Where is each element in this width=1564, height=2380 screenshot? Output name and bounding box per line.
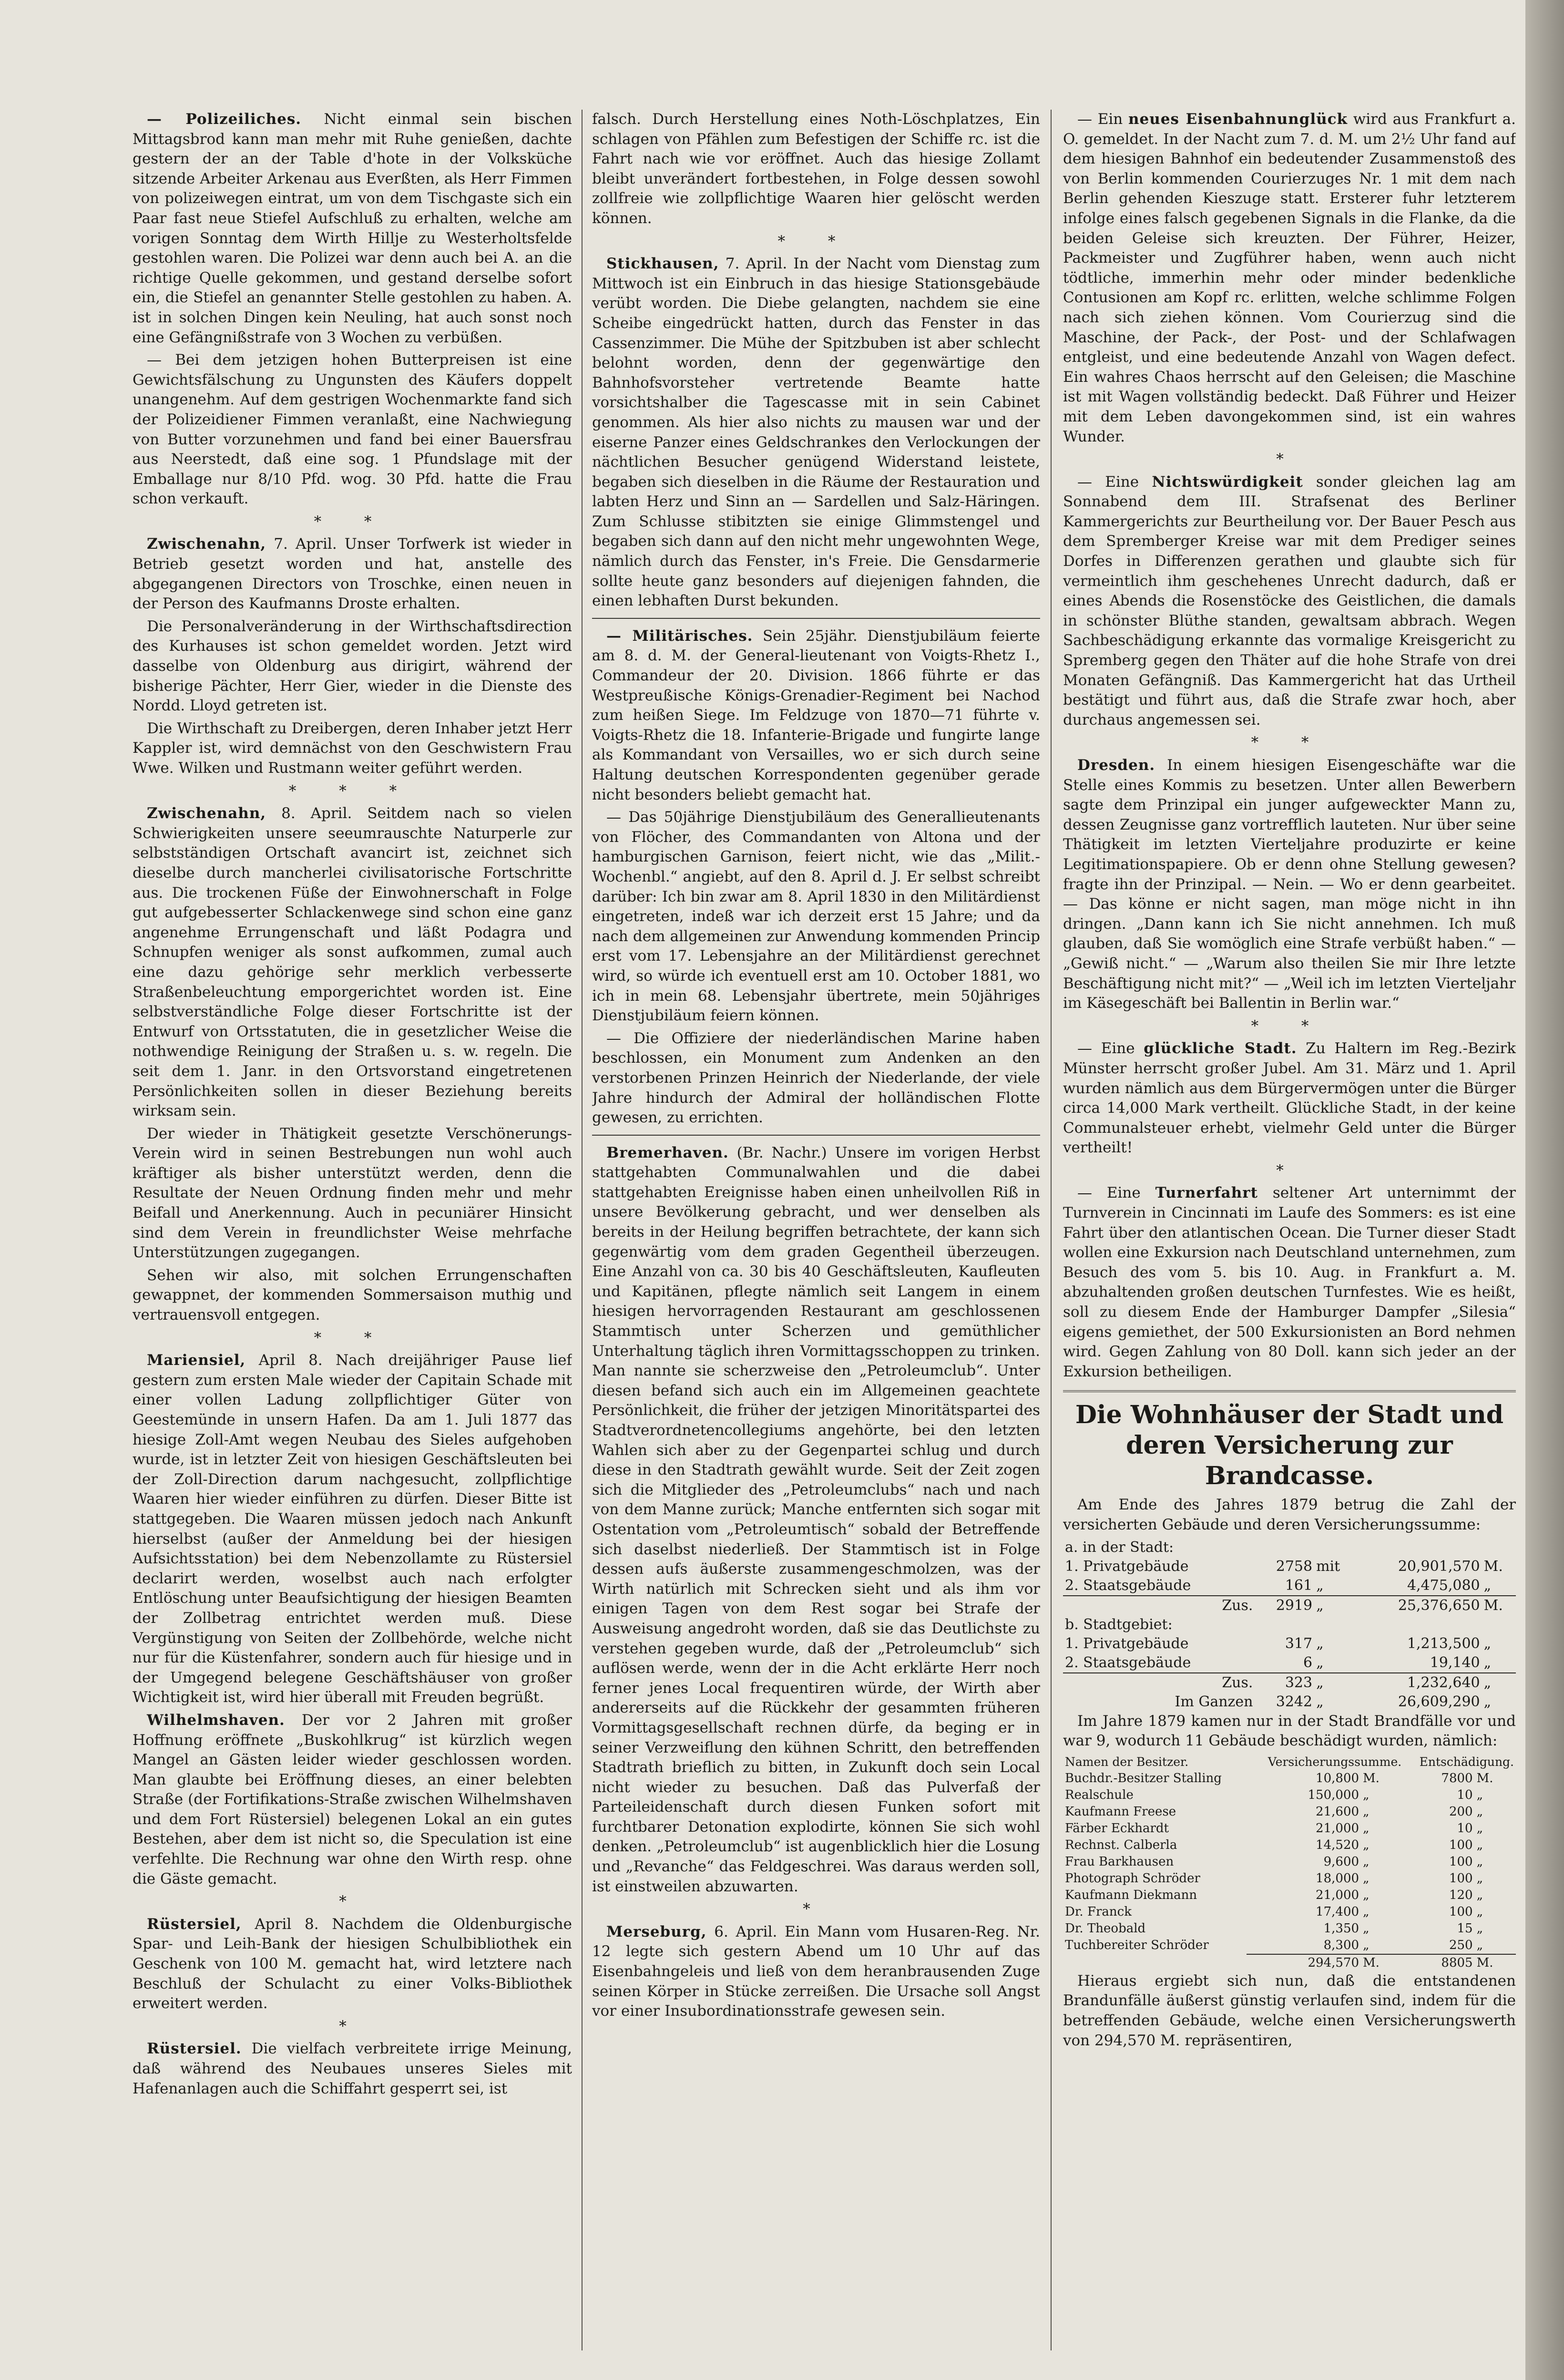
table-row: 2. Staatsgebäude 6 „ 19,140 „ [1065, 1654, 1492, 1671]
article-paragraph: Die Personalveränderung in der Wirthschaftsdirection des Kurhauses ist schon gemeldet worden. Jetzt wird dasselbe von Oldenburg aus dirigirt, während der bisherige Pächter, Herr Gier, wieder in die Dienste des Nordd. Lloyd getreten ist. [133, 617, 572, 715]
article-paragraph: — Bei dem jetzigen hohen Butterpreisen ist eine Gewichtsfälschung zu Ungunsten des Käufers doppelt unangenehm. Auf dem gestrigen Wochenmarkte fand sich der Polizeidiener Fimmen veranlaßt, eine Nachwiegung von Butter vorzunehmen und fand bei einer Bauersfrau aus Neerstedt, daß eine sog. 1 Pfundslage mit der Emballage nur 8/10 Pfd. wog. 30 Pfd. hatte die Frau schon verkauft. [133, 351, 572, 508]
article-paragraph: Die Wirthschaft zu Dreibergen, deren Inhaber jetzt Herr Kappler ist, wird demnächst von den Geschwistern Frau Wwe. Wilken und Rustmann weiter geführt werden. [133, 719, 572, 777]
table-row: Zus. 2919 „ 25,376,650 M. [1063, 1596, 1516, 1615]
article-headline: Die Wohnhäuser der Stadt und deren Versicherung zur Brandcasse. [1075, 1400, 1504, 1491]
star-separator: * [1276, 451, 1303, 468]
article-glueckliche-stadt: — Eine glückliche Stadt. Zu Haltern im Reg.-Bezirk Münster herrscht großer Jubel. Am 31. März und 1. April wurden nämlich aus dem Bürgervermögen unter die Bürger circa 14,000 Mark vertheilt. Glückliche Stadt, in der keine Communalsteuer erhebt, vielmehr Geld unter die Bürger vertheilt! [1063, 1040, 1516, 1157]
page-edge [1525, 0, 1564, 2380]
table-row: 2. Staatsgebäude 161 „ 4,475,080 „ [1065, 1577, 1492, 1594]
star-separator: * [339, 2017, 366, 2035]
article-dresden: Dresden. In einem hiesigen Eisengeschäfte war die Stelle eines Kommis zu besetzen. Unter allen Bewerbern sagte dem Prinzipal ein junger aufgeweckter Mann zu, dessen Zeugnisse ganz vortrefflich lauteten. Nur über seine Thätigkeit im letzten Vierteljahre produzirte er keine Legitimationspapiere. Ob er denn ohne Stellung gewesen? fragte ihn der Prinzipal. — Nein. — Wo er denn gearbeitet. — Das könne er nicht sagen, man möge nicht in ihn dringen. „Dann kann ich Sie nicht annehmen. Ich muß glauben, daß Sie womöglich eine Strafe verbüßt haben.“ — „Gewiß nicht.“ — „Warum also theilen Sie mir Ihre letzte Beschäftigung nicht mit?“ — „Weil ich im letzten Vierteljahr im Käsegeschäft bei Ballentin in Berlin war.“ [1063, 757, 1516, 1012]
star-separator: * [1276, 1161, 1303, 1179]
column-1 [133, 110, 572, 2360]
star-separator: * * [314, 1329, 391, 1346]
star-separator: * * [314, 513, 391, 530]
article-paragraph: — Das 50jährige Dienstjubiläum des Generallieutenants von Flöcher, des Commandanten von Altona und der hamburgischen Garnison, feiert nicht, wie das „Milit.-Wochenbl.“ angiebt, auf den 8. April d. J. Er selbst schreibt darüber: Ich bin zwar am 8. April 1830 in den Militärdienst eingetreten, indeß war ich derzeit erst 15 Jahre; und da nach dem allgemeinen zur Anwendung kommenden Princip erst vom 17. Lebensjahre an der Militärdienst gerechnet wird, so würde ich eventuell erst am 10. October 1881, wo ich in mein 68. Lebensjahr übertrete, mein 50jähriges Dienstjubiläum feiern können. [592, 809, 1040, 1025]
table-row: Kaufmann Diekmann 21,000 „ 120 „ [1065, 1888, 1483, 1902]
table-row: Dr. Franck 17,400 „ 100 „ [1065, 1904, 1483, 1919]
table-row: Im Ganzen 3242 „ 26,609,290 „ [1175, 1693, 1492, 1710]
table-row: Tuchbereiter Schröder 8,300 „ 250 „ [1065, 1938, 1483, 1953]
fire-damage-table [1063, 1754, 1516, 1971]
column-2 [592, 110, 1040, 2360]
table-row: b. Stadtgebiet: [1065, 1616, 1173, 1633]
table-row: 1. Privatgebäude 2758 mit 20,901,570 M. [1065, 1558, 1503, 1575]
star-separator: * [803, 1900, 829, 1918]
article-nichtswuerdigkeit: — Eine Nichtswürdigkeit sonder gleichen lag am Sonnabend dem III. Strafsenat des Berliner Kammergerichts zur Beurtheilung vor. Der Bauer Pesch aus dem Spremberger Kreise war mit dem Prediger seines Dorfes in Differenzen gerathen und glaubte sich für vermeintlich ihm geschehenes Unrecht dadurch, daß er eines Abends die Rosenstöcke des Geistlichen, die damals in schönster Blüthe standen, gewaltsam abbrach. Wegen Sachbeschädigung erkannte das vormalige Kreisgericht zu Spremberg gegen den Thäter auf die hohe Strafe von drei Monaten Gefängniß. Das Kammergericht hat das Urtheil bestätigt und führt aus, daß die Strafe zwar hoch, aber durchaus angemessen sei. [1063, 473, 1516, 728]
table-row: Kaufmann Freese 21,600 „ 200 „ [1065, 1804, 1483, 1819]
article-paragraph: Hieraus ergiebt sich nun, daß die entstandenen Brandunfälle äußerst günstig verlaufen sind, indem für die betreffenden Gebäude, welche einen Versicherungswerth von 294,570 M. repräsentiren, [1063, 1972, 1516, 2049]
article-paragraph: Am Ende des Jahres 1879 betrug die Zahl der versicherten Gebäude und deren Versicherungssumme: [1063, 1496, 1516, 1533]
article-bremerhaven: Bremerhaven. (Br. Nachr.) Unsere im vorigen Herbst stattgehabten Communalwahlen und die dabei stattgehabten Ereignisse haben einen unheilvollen Riß in unsere Bevölkerung gebracht, und wer denselben als bereits in der Heilung begriffen betrachtete, der kann sich gegenwärtig vom dem graden Gegentheil überzeugen. Eine Anzahl von ca. 30 bis 40 Geschäftsleuten, Kaufleuten und Kapitänen, pflegte nämlich seit Langem in einem hiesigen hervorragenden Restaurant am geschlossenen Stammtisch unter Scherzen und gemüthlicher Unterhaltung täglich ihren Vormittagsschoppen zu trinken. Man nannte sie scherzweise den „Petroleumclub“. Unter diesen befand sich auch ein im Allgemeinen geachtete Persönlichkeit, die früher der jetzigen Minoritätspartei des Stadtverordnetencollegiums angehörte, bei den letzten Wahlen sich aber zu der Gegenpartei schlug und durch diese in den Stadtrath gewählt wurde. Seit der Zeit zogen sich die Mitglieder des „Petroleumclubs“ nach und nach von dem Manne zurück; Manche entfernten sich sogar mit Ostentation vom „Petroleumtisch“ sobald der Betreffende sich daselbst niederließ. Der Stammtisch ist in Folge dessen aufs äußerste zusammengeschmolzen, was der Wirth natürlich mit Schrecken sieht und als ihm vor einigen Tagen von dem Rest sogar bei Strafe der Ausweisung angedroht worden, daß sie das Deutlichste zu verstehen gegeben wurde, daß der „Petroleumclub“ sich auflösen werde, wenn der in die Acht erklärte Herr noch ferner jenes Local frequentiren würde, der Wirth aber andererseits auf die Rückkehr der gesammten früheren Vormittagsgesellschaft rechnen dürfe, da beging er in seiner Verzweiflung den kühnen Schritt, den betreffenden Stadtrath brieflich zu bitten, in Zukunft doch sein Local nicht wieder zu besuchen. Daß das Pulverfaß der Parteileidenschaft durch diesen Funken sofort mit furchtbarer Detonation explodirte, können Sie sich wohl denken. „Petroleumclub“ ist augenblicklich hier die Losung und „Revanche“ das Feldgeschrei. Was daraus werden soll, ist einstweilen abzuwarten. [592, 1144, 1040, 1895]
article-merseburg: Merseburg, 6. April. Ein Mann vom Husaren-Reg. Nr. 12 legte sich gestern Abend um 10 Uhr auf das Eisenbahngeleis und ließ von dem heranbrausenden Zuge seinen Körper in Stücke zerreißen. Die Ursache soll Angst vor einer Insubordinationsstrafe gewesen sein. [592, 1923, 1040, 2020]
article-paragraph: Der wieder in Thätigkeit gesetzte Verschönerungs-Verein wird in seinen Bestrebungen nun wohl auch kräftiger als bisher unterstützt werden, denn die Resultate der Neuen Ordnung finden mehr und mehr Beifall und Anerkennung. Auch in pecuniärer Hinsicht sind dem Verein in freundlichster Weise mehrfache Unterstützungen zugegangen. [133, 1125, 572, 1262]
article-wilhelmshaven: Wilhelmshaven. Der vor 2 Jahren mit großer Hoffnung eröffnete „Buskohlkrug“ ist kürzlich wegen Mangel an Gästen leider wieder geschlossen worden. Man glaubte bei Eröffnung dieses, an einer belebten Straße (der Fortifikations-Straße zwischen Wilhelmshaven und dem Fort Rüstersiel) belegenen Lokal an ein gutes Bestehen, aber dem ist nicht so, die Speculation ist eine verfehlte. Die Rechnung war ohne den Wirth resp. ohne die Gäste gemacht. [133, 1711, 572, 1888]
section-divider [1063, 1390, 1516, 1392]
column-rule [1051, 110, 1052, 2350]
article-polizei: — Polizeiliches. Nicht einmal sein bischen Mittagsbrod kann man mehr mit Ruhe genießen, dachte gestern der an der Table d'hote in der Volksküche sitzende Arbeiter Arkenau aus Everßten, als Herr Fimmen von polizeiwegen eintrat, um von dem Tischgaste sich ein Paar fast neue Stiefel Aufschluß zu erhalten, welche am vorigen Sonntag dem Wirth Hillje zu Westerholtsfelde gestohlen waren. Die Polizei war denn auch bei A. an die richtige Quelle gekommen, und gestand derselbe sofort ein, die Stiefel an genannter Stelle gestohlen zu haben. A. ist in solchen Dingen kein Neuling, hat auch sonst noch eine Gefängnißstrafe von 3 Wochen zu verbüßen. [133, 111, 572, 346]
star-separator: * [339, 1893, 366, 1910]
table-row: Photograph Schröder 18,000 „ 100 „ [1065, 1871, 1483, 1886]
article-paragraph: Sehen wir also, mit solchen Errungenschaften gewappnet, der kommenden Sommersaison muthig und vertrauensvoll entgegen. [133, 1266, 572, 1324]
column-rule [582, 110, 583, 2350]
table-row: Frau Barkhausen 9,600 „ 100 „ [1065, 1854, 1483, 1869]
table-row: Realschule 150,000 „ 10 „ [1065, 1787, 1483, 1802]
section-divider [592, 1135, 1040, 1136]
article-turnerfahrt: — Eine Turnerfahrt seltener Art unternimmt der Turnverein in Cincinnati im Laufe des Sommers: es ist eine Fahrt über den atlantischen Ocean. Die Turner dieser Stadt wollen eine Exkursion nach Deutschland unternehmen, zum Besuch des vom 5. bis 10. Aug. in Frankfurt a. M. abzuhaltenden großen deutschen Turnfestes. Wie es heißt, soll zu diesem Ende der Hamburger Dampfer „Silesia“ eigens gemiethet, der 500 Exkursionisten an Bord nehmen wird. Gegen Zahlung von 80 Doll. kann sich jeder an der Exkursion betheiligen. [1063, 1184, 1516, 1380]
article-ruestersiel-2: Rüstersiel. Die vielfach verbreitete irrige Meinung, daß während des Neubaues unseres Sieles mit Hafenanlagen auch die Schiffahrt gesperrt sei, ist [133, 2040, 572, 2097]
section-divider [592, 618, 1040, 619]
table-row: Dr. Theobald 1,350 „ 15 „ [1065, 1921, 1483, 1936]
article-paragraph: — Die Offiziere der niederländischen Marine haben beschlossen, ein Monument zum Andenken an den verstorbenen Prinzen Heinrich der Niederlande, der viele Jahre hindurch der Admiral der holländischen Flotte gewesen, zu errichten. [592, 1029, 1040, 1127]
table-row: a. in der Stadt: [1065, 1539, 1174, 1556]
table-row: Buchdr.-Besitzer Stalling 10,800 M. 7800 M. [1065, 1771, 1493, 1785]
column-3 [1063, 110, 1516, 2360]
article-eisenbahnunglueck: — Ein neues Eisenbahnunglück wird aus Frankfurt a. O. gemeldet. In der Nacht zum 7. d. M. um 2½ Uhr fand auf dem hiesigen Bahnhof ein bedeutender Zusammenstoß des von Berlin kommenden Courierzuges Nr. 1 mit dem nach Berlin gehenden Kieszuge statt. Ersterer fuhr letzterem infolge eines falsch gegebenen Signals in die Flanke, da die beiden Geleise sich kreuzten. Der Führer, Heizer, Packmeister und Zugführer haben, wenn auch nicht tödtliche, immerhin mehr oder minder bedenkliche Contusionen am Kopf rc. erlitten, welche schlimme Folgen nach sich ziehen können. Vom Courierzug sind die Maschine, der Pack-, der Post- und der Schlafwagen entgleist, und eine bedeutende Anzahl von Wagen defect. Ein wahres Chaos herrscht auf den Geleisen; die Maschine ist mit Wagen vollständig bedeckt. Daß Führer und Heizer mit dem Leben davongekommen sind, ist ein wahres Wunder. [1063, 111, 1516, 445]
star-separator: * * [1251, 734, 1328, 751]
star-separator: * * [1251, 1017, 1328, 1035]
table-row: Zus. 323 „ 1,232,640 „ [1063, 1673, 1516, 1693]
table-header-row: Namen der Besitzer. Versicherungssumme. Entschädigung. [1065, 1754, 1514, 1769]
table-row: 1. Privatgebäude 317 „ 1,213,500 „ [1065, 1635, 1492, 1652]
article-mariensiel: Mariensiel, April 8. Nach dreijähriger Pause lief gestern zum ersten Male wieder der Capitain Schade mit einer vollen Ladung zollpflichtiger Güter von Geestemünde in unsern Hafen. Da am 1. Juli 1877 das hiesige Zoll-Amt wegen Neubau des Sieles aufgehoben wurde, ist in letzter Zeit von hiesigen Geschäftsleuten bei der Zoll-Direction darum nachgesucht, zollpflichtige Waaren hier wieder einführen zu dürfen. Dieser Bitte ist stattgegeben. Die Waaren müssen jedoch nach Ankunft hierselbst (außer der Anmeldung bei der hiesigen Aufsichtsstation) bei dem Nebenzollamte zu Rüstersiel declarirt werden, woselbst auch nach erfolgter Entlöschung unter Beaufsichtigung der hiesigen Beamten der Zollbetrag entrichtet werden muß. Diese Vergünstigung von Seiten der Zollbehörde, welche nicht nur für die Küstenfahrer, sondern auch für hiesige und in der Umgegend belegene Geschäftshäuser von großer Wichtigkeit ist, wird hier überall mit Freuden begrüßt. [133, 1352, 572, 1706]
article-zwischenahn-2: Zwischenahn, 8. April. Seitdem nach so vielen Schwierigkeiten unsere seeumrauschte Naturperle zur selbstständigen Ortschaft avancirt ist, zeichnet sich dieselbe durch mancherlei civilisatorische Fortschritte aus. Die trockenen Füße der Einwohnerschaft in Folge gut aufgebesserter Schlackenwege sind schon eine ganz angenehme Errungenschaft und läßt Podagra und Schnupfen weniger als sonst aufkommen, zumal auch eine dazu gehörige sehr merklich verbesserte Straßenbeleuchtung emporgerichtet worden ist. Eine selbstverständliche Folge dieser Fortschritte ist der Entwurf von Ortsstatuten, die in gesetzlicher Weise die nothwendige Reinigung der Straßen u. s. w. regeln. Die seit dem 1. Janr. in den Ortsvorstand eingetretenen Persönlichkeiten sollen in dieser Beziehung bereits wirksam sein. [133, 805, 572, 1120]
article-continuation: falsch. Durch Herstellung eines Noth-Löschplatzes, Ein schlagen von Pfählen zum Befestigen der Schiffe rc. ist die Fahrt nach wie vor eröffnet. Auch das hiesige Zollamt bleibt unverändert fortbestehen, in Folge dessen sowohl zollfreie wie zollpflichtige Waaren hier gelöscht werden können. [592, 111, 1040, 227]
insurance-summary-table [1063, 1538, 1516, 1712]
article-zwischenahn-1: Zwischenahn, 7. April. Unser Torfwerk ist wieder in Betrieb gesetzt worden und hat, anstelle des abgegangenen Directors von Troschke, einen neuen in der Person des Kaufmanns Droste erhalten. [133, 535, 572, 613]
star-separator: * * [777, 232, 855, 250]
table-row: Rechnst. Calberla 14,520 „ 100 „ [1065, 1837, 1483, 1852]
article-ruestersiel-1: Rüstersiel, April 8. Nachdem die Oldenburgische Spar- und Leih-Bank der hiesigen Schulbibliothek ein Geschenk von 100 M. gemacht hat, wird letztere nach Beschluß der Schulacht zu einer Volks-Bibliothek erweitert werden. [133, 1915, 572, 2012]
article-militaerisches: — Militärisches. Sein 25jähr. Dienstjubiläum feierte am 8. d. M. der General-lieutenant von Voigts-Rhetz I., Commandeur der 20. Division. 1866 führte er das Westpreußische Königs-Grenadier-Regiment bei Nachod zum heißen Siege. Im Feldzuge von 1870—71 führte v. Voigts-Rhetz die 18. Infanterie-Brigade und fungirte lange als Kommandant von Versailles, wo er sich durch seine Haltung deutschen Korrespondenten gegenüber gerade nicht besonders beliebt gemacht hat. [592, 627, 1040, 803]
table-sum-row: 294,570 M. 8805 M. [1063, 1954, 1516, 1971]
article-stickhausen: Stickhausen, 7. April. In der Nacht vom Dienstag zum Mittwoch ist ein Einbruch in das hiesige Stationsgebäude verübt worden. Die Diebe gelangten, nachdem sie eine Scheibe eingedrückt hatten, durch das Fenster in das Cassenzimmer. Die Mühe der Spitzbuben ist aber schlecht belohnt worden, denn der gegenwärtige den Bahnhofsvorsteher vertretende Beamte hatte vorsichtshalber die Tagescasse mit in sein Cabinet genommen. Als hier also nichts zu mausen war und der eiserne Panzer eines Geldschrankes den Verlockungen der nächtlichen Besucher genügend Widerstand leistete, begaben sich dieselben in die Räume der Restauration und labten Herz und Sinn an — Sardellen und Salz-Häringen. Zum Schlusse stibitzten sie einige Glimmstengel und begaben sich dann auf den nicht mehr ungewohnten Wege, nämlich durch das Fenster, in's Freie. Die Gensdarmerie sollte heute ganz besonders auf diejenigen fahnden, die einen lebhaften Durst bekunden. [592, 255, 1040, 610]
article-paragraph: Im Jahre 1879 kamen nur in der Stadt Brandfälle vor und war 9, wodurch 11 Gebäude beschädigt wurden, nämlich: [1063, 1712, 1516, 1750]
table-row: Färber Eckhardt 21,000 „ 10 „ [1065, 1821, 1483, 1836]
star-separator: * * * [288, 782, 416, 800]
